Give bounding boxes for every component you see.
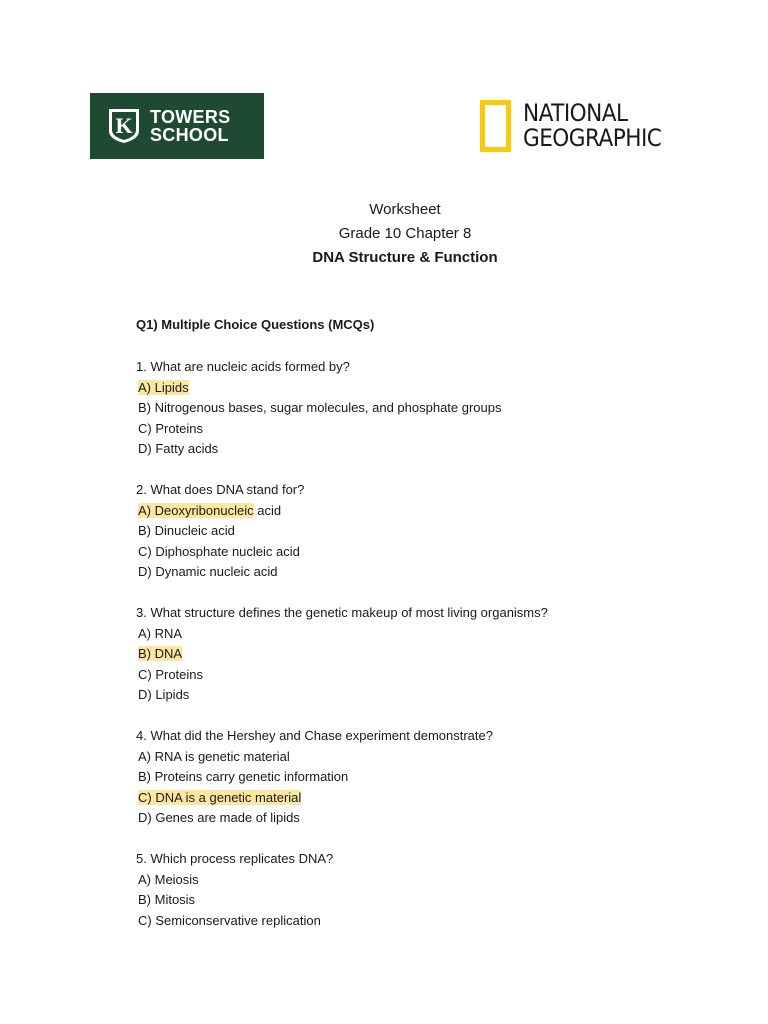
question-text: 3. What structure defines the genetic makeup of most living organisms? [136, 605, 548, 620]
section-title: Q1) Multiple Choice Questions (MCQs) [136, 317, 375, 332]
highlighted-answer: B) DNA [138, 646, 183, 661]
natgeo-line2: GEOGRAPHIC [523, 124, 662, 152]
option-text: D) Dynamic nucleic acid [138, 564, 278, 579]
option-text: acid [253, 502, 282, 518]
answer-option [136, 624, 548, 645]
answer-option [136, 808, 548, 829]
grade-chapter-label: Grade 10 Chapter 8 [338, 225, 472, 242]
option-text: B) Nitrogenous bases, sugar molecules, and phosphate groups [138, 400, 502, 415]
answer-option [136, 378, 548, 399]
answer-option [136, 911, 548, 932]
answer-option [136, 685, 548, 706]
question-list [136, 357, 548, 952]
highlighted-answer: C) DNA is a genetic material [138, 789, 302, 805]
option-text: A) RNA [138, 625, 183, 641]
towers-school-wordmark [150, 108, 230, 144]
question-text: 2. What does DNA stand for? [136, 482, 305, 497]
towers-school-logo [90, 93, 264, 159]
option-text: C) Semiconservative replication [138, 912, 321, 928]
highlighted-answer: A) Deoxyribonucleic [138, 502, 254, 518]
option-text: D) Genes are made of lipids [138, 810, 300, 825]
option-text: A) RNA is genetic material [138, 748, 290, 764]
question-block [136, 726, 548, 829]
answer-option [136, 419, 548, 440]
answer-option [136, 767, 548, 788]
yellow-frame-icon [480, 100, 511, 152]
worksheet-title: DNA Structure & Function [312, 249, 498, 266]
answer-option [136, 870, 548, 891]
option-text: B) Proteins carry genetic information [138, 769, 349, 784]
towers-mark-letter: K [115, 113, 133, 138]
option-text: A) Meiosis [138, 871, 199, 887]
question-text: 1. What are nucleic acids formed by? [136, 359, 350, 374]
answer-option [136, 542, 548, 563]
option-text: C) Diphosphate nucleic acid [138, 543, 300, 559]
answer-option [136, 890, 548, 911]
option-text: B) Mitosis [138, 892, 196, 907]
option-text: C) Proteins [138, 666, 204, 682]
answer-option [136, 644, 548, 665]
towers-line1: TOWERS [150, 107, 231, 127]
highlighted-answer: A) Lipids [138, 379, 189, 395]
worksheet-label: Worksheet [369, 201, 441, 218]
answer-option [136, 439, 548, 460]
natgeo-line1: NATIONAL [523, 99, 628, 127]
question-block [136, 849, 548, 931]
question-block [136, 603, 548, 706]
question-text: 5. Which process replicates DNA? [136, 851, 334, 866]
answer-option [136, 501, 548, 522]
question-block [136, 480, 548, 583]
towers-line2: SCHOOL [150, 125, 229, 145]
answer-option [136, 788, 548, 809]
towers-shield-icon [107, 107, 141, 145]
option-text: C) Proteins [138, 420, 204, 436]
option-text: D) Fatty acids [138, 441, 219, 456]
answer-option [136, 562, 548, 583]
answer-option [136, 521, 548, 542]
answer-option [136, 665, 548, 686]
answer-option [136, 747, 548, 768]
answer-option [136, 398, 548, 419]
question-block [136, 357, 548, 460]
option-text: D) Lipids [138, 687, 190, 702]
natgeo-wordmark [523, 101, 661, 151]
question-text: 4. What did the Hershey and Chase experiment demonstrate? [136, 728, 493, 743]
option-text: B) Dinucleic acid [138, 523, 235, 538]
national-geographic-logo [480, 96, 677, 156]
